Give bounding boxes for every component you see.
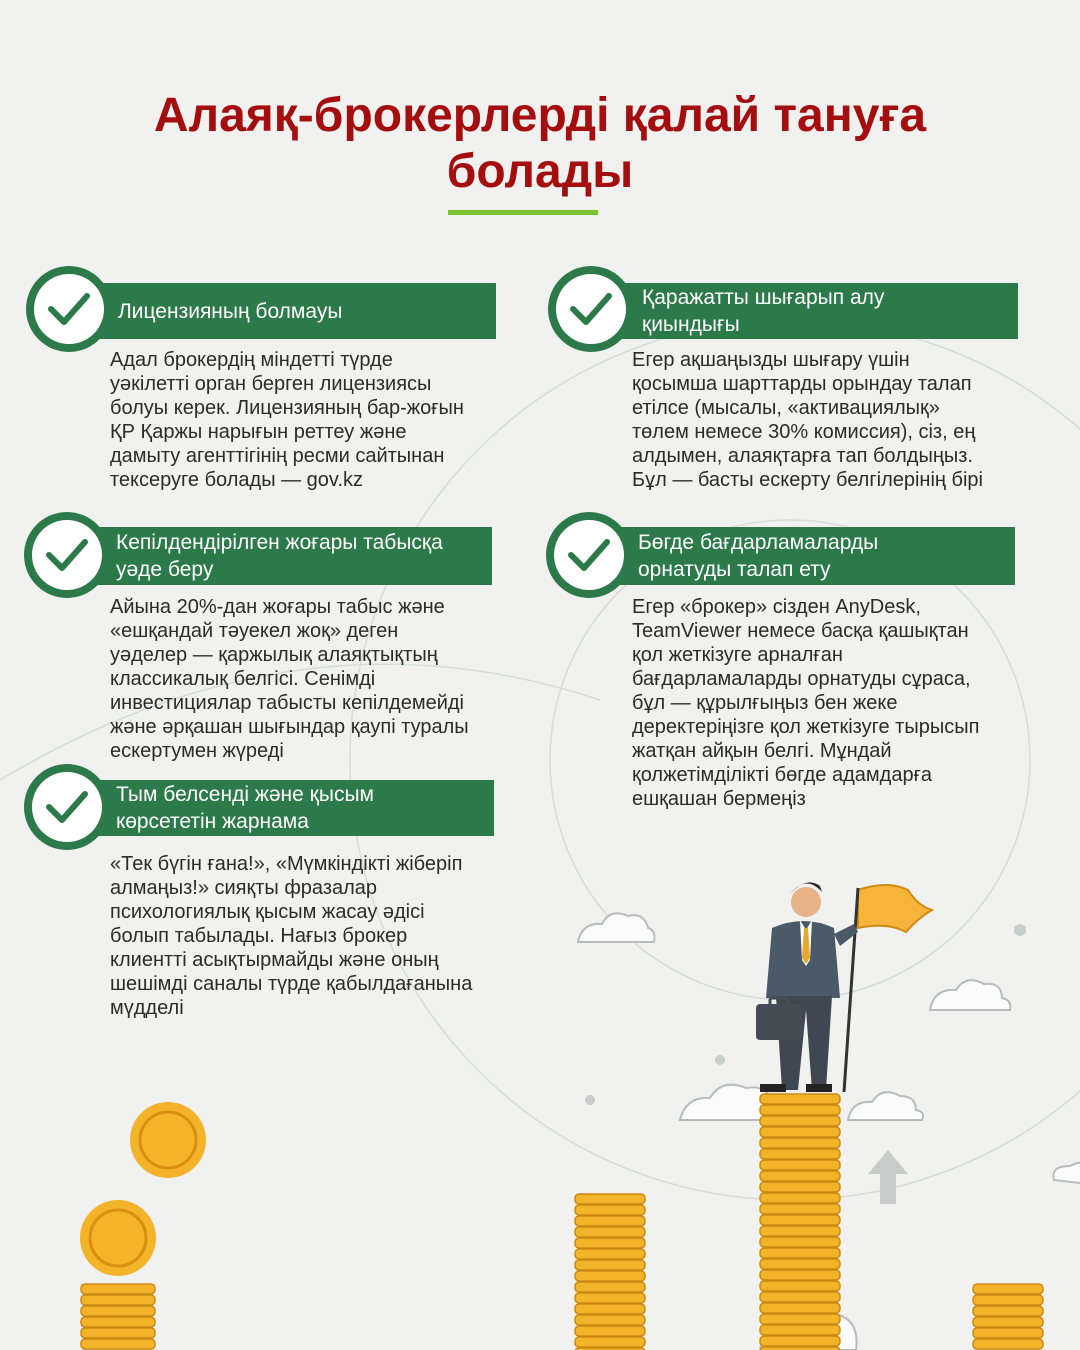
coin-stack-layer	[973, 1317, 1043, 1327]
check-icon	[561, 529, 617, 581]
coin-stack-layer	[575, 1205, 645, 1215]
title-underline	[448, 210, 598, 215]
coin-stack-layer	[760, 1303, 840, 1313]
coin-stack-layer	[575, 1227, 645, 1237]
coin-stack-layer	[760, 1182, 840, 1192]
coin-stack-layer	[760, 1116, 840, 1126]
coin-stack-layer	[973, 1339, 1043, 1349]
card-heading: Қаражатты шығарып алу қиындығы	[642, 286, 885, 336]
coin-stack-layer	[81, 1317, 155, 1327]
coin-stack-layer	[575, 1238, 645, 1248]
coin-stack-layer	[81, 1284, 155, 1294]
coin-stack-layer	[760, 1336, 840, 1346]
card-heading-bar	[96, 527, 492, 585]
businessman-figure	[756, 882, 858, 1092]
coin-stack-layer	[760, 1314, 840, 1324]
coin-stack-layer	[760, 1094, 840, 1104]
coin-stack-layer	[760, 1105, 840, 1115]
card-body: «Тек бүгін ғана!», «Мүмкіндікті жіберіп алмаңыз!» сияқты фразалар психологиялық қысым жасау әдісі болып табылады. Нағыз брокер клиентті асықтырмайды және оның шешімді саналы түрде қабылдағанына мүдделі	[110, 853, 473, 1019]
coin-stack-layer	[760, 1215, 840, 1225]
coin-stack-layer	[575, 1315, 645, 1325]
card-heading: Тым белсенді және қысым көрсететін жарнама	[116, 783, 374, 833]
coin-stack-layer	[973, 1295, 1043, 1305]
coin-stack-layer	[760, 1270, 840, 1280]
coin-stack-layer	[575, 1216, 645, 1226]
page-title-line1: Алаяқ-брокерлерді қалай тануға	[153, 89, 927, 142]
coin-stack-layer	[973, 1306, 1043, 1316]
coin-stack-layer	[575, 1326, 645, 1336]
page-title-line2: болады	[446, 145, 634, 198]
check-badge	[548, 266, 634, 352]
coin-stack-layer	[81, 1306, 155, 1316]
card-heading-bar	[622, 283, 1018, 339]
coin-stack-layer	[760, 1138, 840, 1148]
coin-stack-layer	[575, 1194, 645, 1204]
check-badge	[26, 266, 112, 352]
coin-stack-layer	[81, 1295, 155, 1305]
coin-stack-layer	[973, 1284, 1043, 1294]
coin-stack-layer	[575, 1271, 645, 1281]
card-heading: Лицензияның болмауы	[118, 299, 343, 323]
coin-stack-layer	[760, 1292, 840, 1302]
coin-stack-layer	[760, 1281, 840, 1291]
card-body: Егер «брокер» сізден AnyDesk, TeamViewer немесе басқа қашықтан қол жеткізуге арналған бағдарламаларды орнатуды сұраса, бұл — құрылғыңыз бен жеке деректеріңізге қол жеткізуге тырысып жатқан айқын белгі. Мұндай қолжетімділікті бөгде адамдарға ешқашан бермеңіз	[632, 596, 980, 810]
coin-stack-layer	[760, 1193, 840, 1203]
coin-stack-layer	[575, 1282, 645, 1292]
card-body: Айына 20%-дан жоғары табыс және «ешқандай тәуекел жоқ» деген уәделер — қаржылық алаяқтықтың классикалық белгісі. Сенімді инвестициялар табысты кепілдемейді және әрқашан шығындар қаупі туралы ескертумен жүреді	[110, 596, 469, 762]
coin-stack-layer	[760, 1248, 840, 1258]
coin-stack-layer	[760, 1160, 840, 1170]
card-heading: Бөгде бағдарламаларды орнатуды талап ету	[638, 531, 879, 581]
card-heading-bar	[618, 527, 1015, 585]
coin-stack-layer	[760, 1237, 840, 1247]
coin-stack-layer	[760, 1204, 840, 1214]
page-title	[0, 88, 1080, 200]
check-icon	[39, 781, 95, 833]
coin-stack-layer	[575, 1304, 645, 1314]
check-icon	[41, 283, 97, 335]
coin-stack-layer	[575, 1249, 645, 1259]
check-badge	[24, 512, 110, 598]
coin-stack-layer	[81, 1339, 155, 1349]
coin-stack-layer	[760, 1171, 840, 1181]
check-badge	[24, 764, 110, 850]
coin-stack-layer	[575, 1260, 645, 1270]
coin-stack-layer	[575, 1337, 645, 1347]
card-body: Адал брокердің міндетті түрде уәкілетті орган берген лицензиясы болуы керек. Лицензияның бар-жоғын ҚР Қаржы нарығын реттеу және дамыту агенттігінің ресми сайтынан тексеруге болады — gov.kz	[110, 349, 464, 491]
coin-stack-layer	[760, 1325, 840, 1335]
card-body: Егер ақшаңызды шығару үшін қосымша шарттарды орындау талап етілсе (мысалы, «активациялық» төлем немесе 30% комиссия), сіз, ең алдымен, алаяқтарға тап болдыңыз. Бұл — басты ескерту белгілерінің бірі	[632, 349, 983, 491]
card-heading-bar	[96, 780, 494, 836]
coin-stack-layer	[760, 1226, 840, 1236]
coin-stack-layer	[760, 1149, 840, 1159]
coin-stack-layer	[81, 1328, 155, 1338]
card-heading-bar	[98, 283, 496, 339]
coin-stack-layer	[973, 1328, 1043, 1338]
card-heading: Кепілдендірілген жоғары табысқа уәде беру	[116, 531, 443, 581]
check-icon	[39, 529, 95, 581]
coin-stack-layer	[575, 1293, 645, 1303]
coin-stack-layer	[760, 1127, 840, 1137]
coin-stack-layer	[760, 1259, 840, 1269]
check-icon	[563, 283, 619, 335]
check-badge	[546, 512, 632, 598]
coin-icon	[80, 1102, 206, 1276]
